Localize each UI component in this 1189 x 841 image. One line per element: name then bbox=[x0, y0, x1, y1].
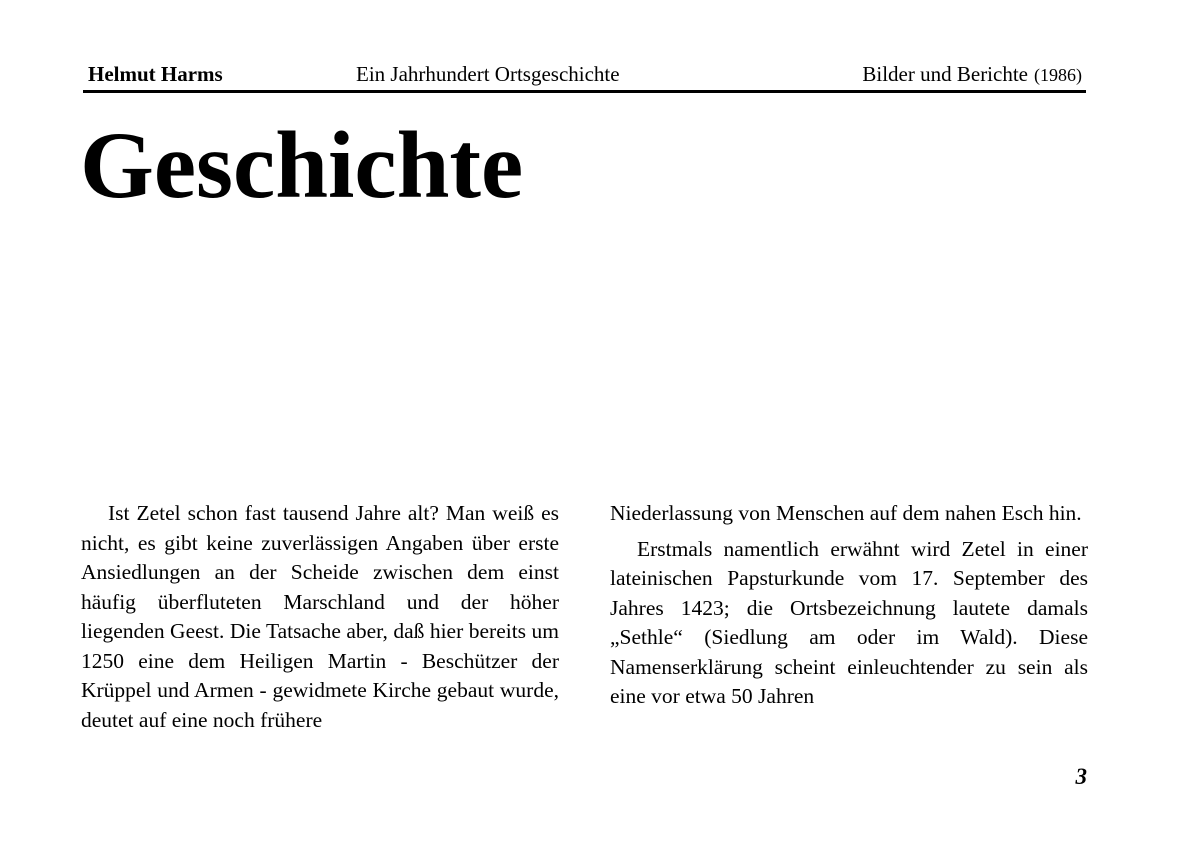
body-paragraph: Ist Zetel schon fast tausend Jahre alt? Man weiß es nicht, es gibt keine zuverlässigen Angaben über erste Ansiedlungen an der Scheide zwischen dem einst häufig überfluteten Marschland und der höher liegenden Geest. Die Tatsache aber, daß hier bereits um 1250 eine dem Heiligen Martin - Beschützer der Krüppel und Armen - gewidmete Kirche gebaut wurde, deutet auf eine noch frühere bbox=[81, 501, 559, 732]
running-header bbox=[83, 60, 1086, 88]
text-column-left bbox=[81, 499, 559, 735]
chapter-title: Geschichte bbox=[80, 112, 524, 218]
header-series bbox=[862, 60, 1082, 89]
header-rule bbox=[83, 90, 1086, 93]
page-number: 3 bbox=[1075, 764, 1087, 789]
body-paragraph: Erstmals namentlich erwähnt wird Zetel in einer lateinischen Papsturkunde vom 17. September des Jahres 1423; die Ortsbezeichnung lautete damals „Sethle“ (Siedlung am oder im Wald). Diese Namenserklärung scheint einleuchtender zu sein als eine vor etwa 50 Jahren bbox=[610, 536, 1088, 708]
header-author: Helmut Harms bbox=[88, 62, 223, 86]
header-year: (1986) bbox=[1034, 65, 1082, 85]
header-series-label: Bilder und Berichte bbox=[862, 62, 1028, 86]
header-book-title: Ein Jahrhundert Ortsgeschichte bbox=[356, 62, 620, 86]
text-column-right bbox=[610, 499, 1088, 712]
body-paragraph-continued: Niederlassung von Menschen auf dem nahen Esch hin. bbox=[610, 501, 1082, 525]
